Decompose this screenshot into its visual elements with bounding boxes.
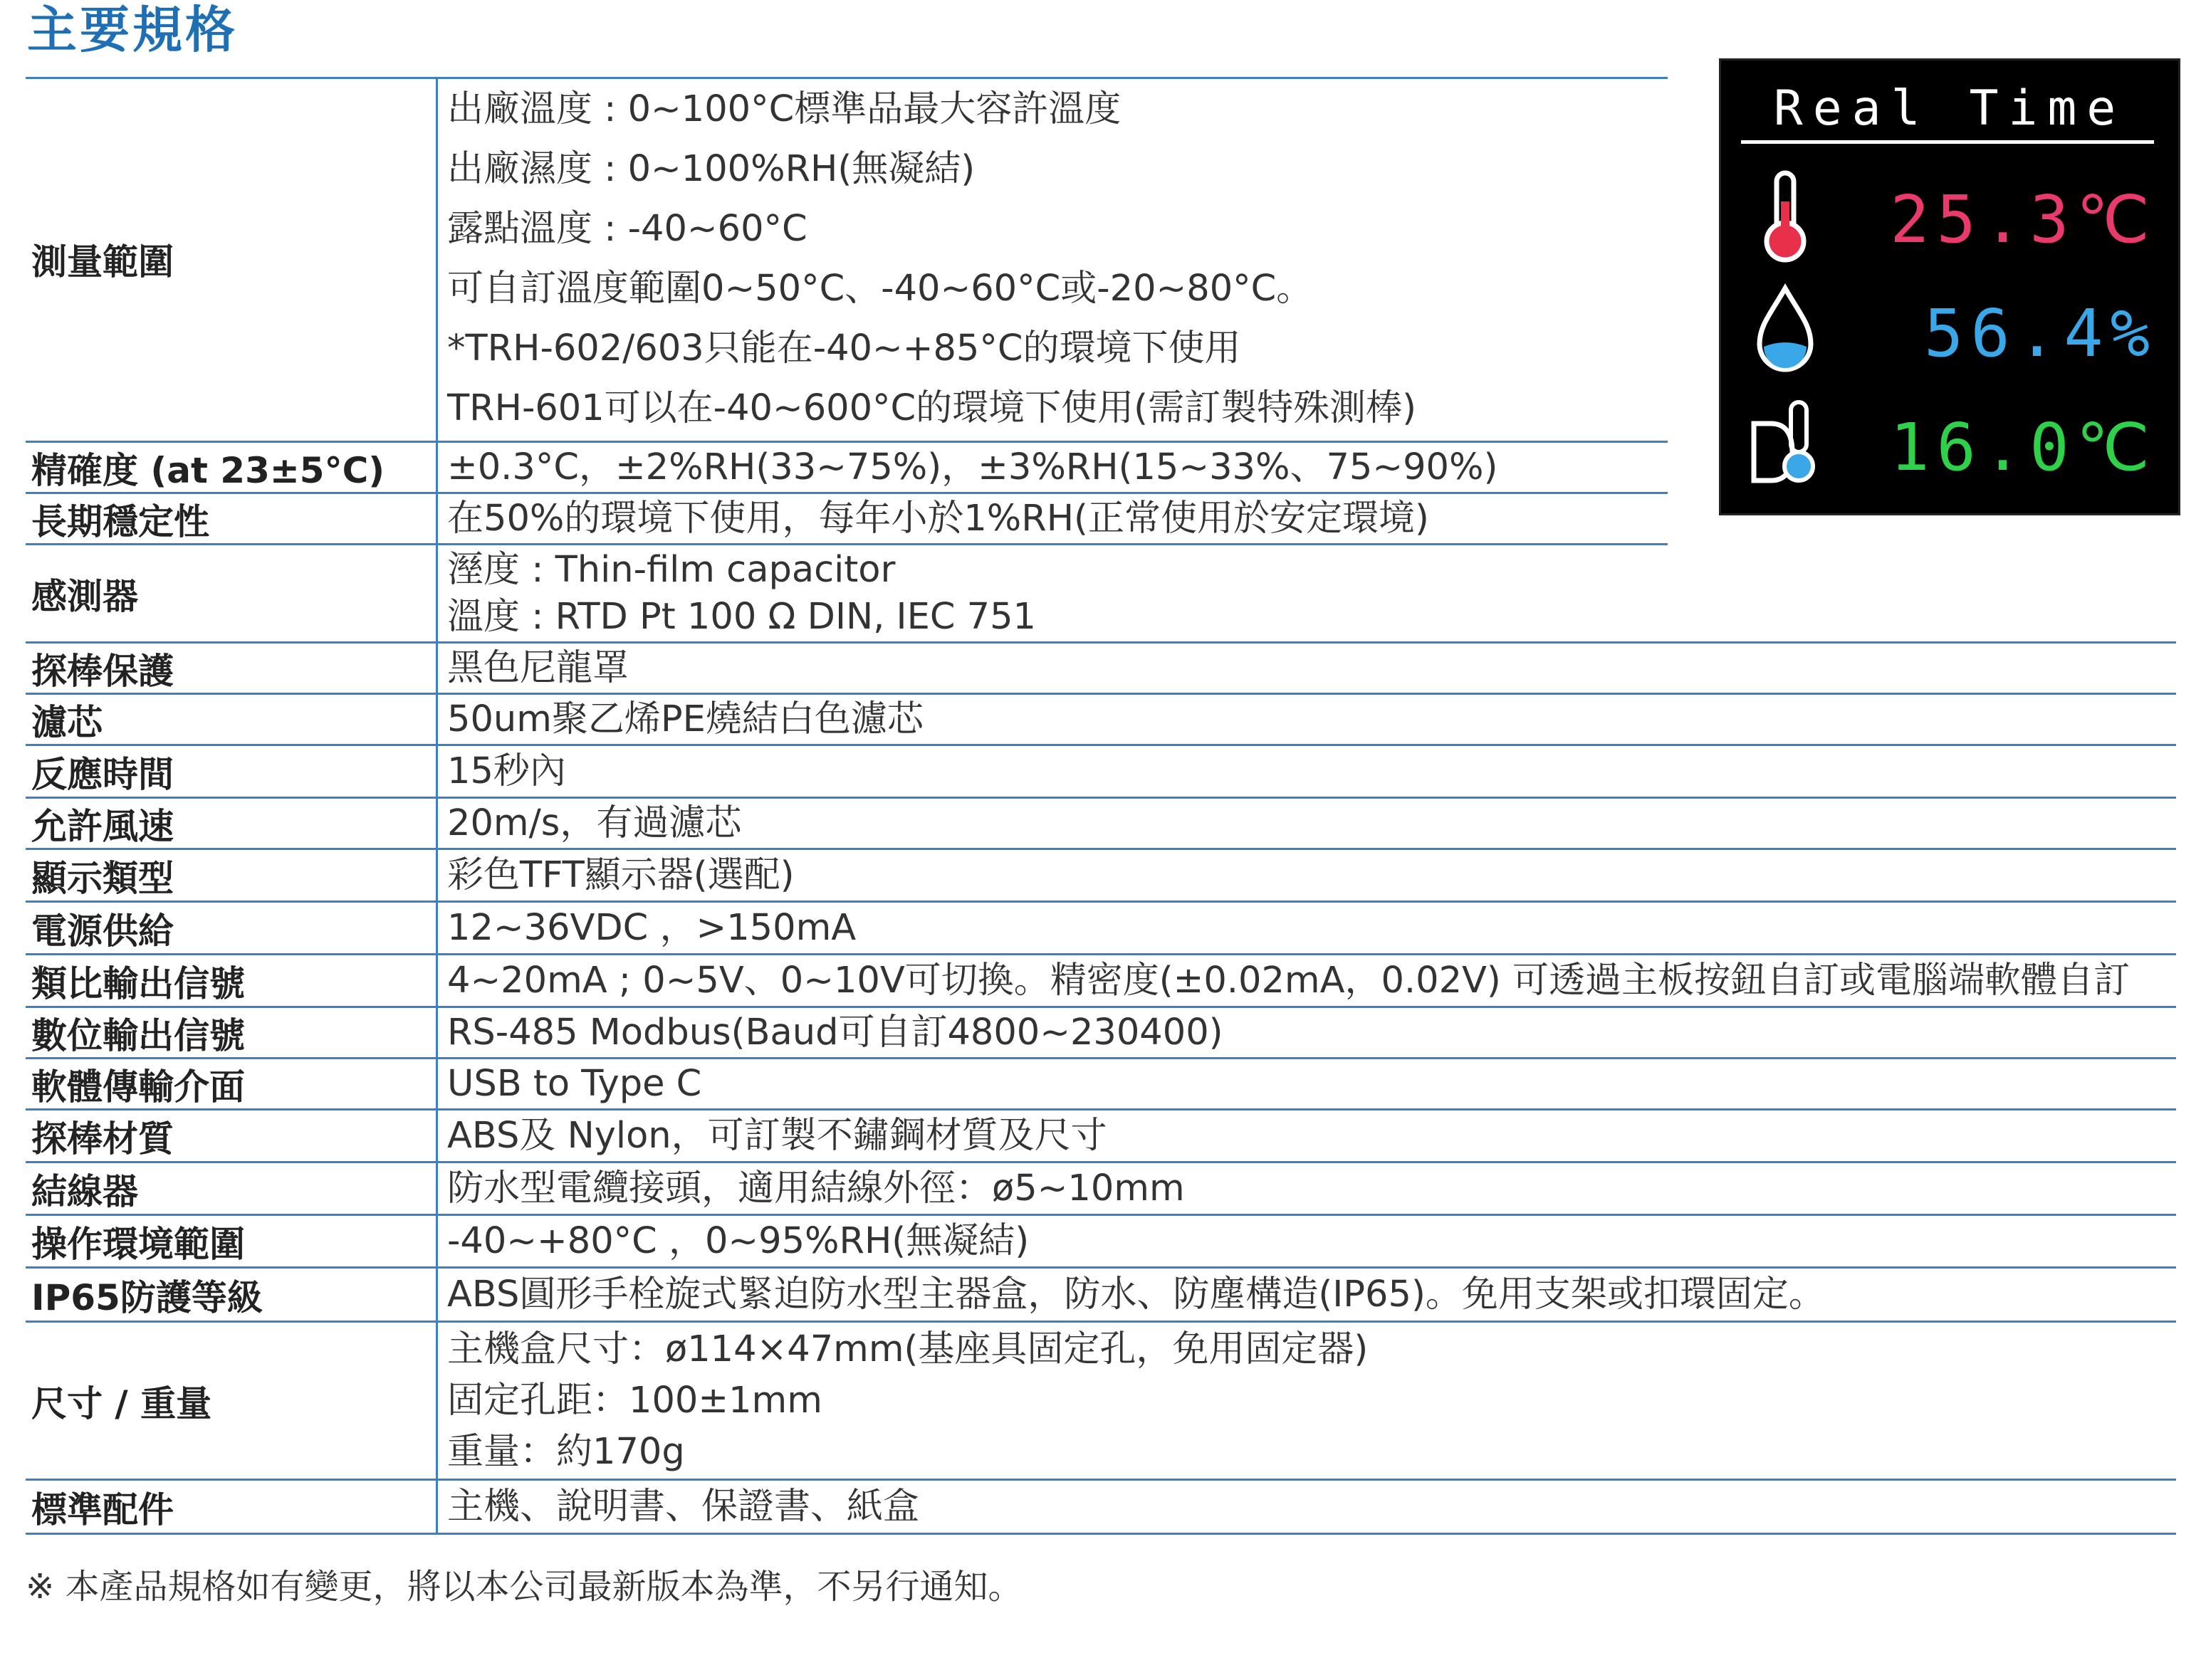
display-title: Real Time — [1773, 80, 2126, 137]
row-value: 15秒內 — [447, 750, 566, 792]
row-value: 50um聚乙烯PE燒結白色濾芯 — [447, 698, 924, 740]
dew-point-icon — [1750, 395, 1821, 495]
row-label: 長期穩定性 — [31, 500, 209, 542]
table-row — [26, 1269, 2176, 1323]
table-row — [26, 1323, 2176, 1481]
row-label: 類比輸出信號 — [31, 962, 245, 1004]
row-values — [447, 850, 795, 901]
row-value: *TRH-602/603只能在-40~+85°C的環境下使用 — [447, 327, 1241, 369]
column-divider — [436, 1059, 438, 1108]
row-value: 主機、說明書、保證書、紙盒 — [447, 1486, 920, 1528]
tft-display-panel — [1719, 58, 2180, 515]
row-label: 允許風速 — [31, 805, 174, 847]
column-divider — [436, 799, 438, 848]
row-values — [447, 1059, 701, 1108]
row-values — [447, 443, 1497, 492]
column-divider — [436, 1323, 438, 1479]
row-value: 出廠溫度 : 0~100°C標準品最大容許溫度 — [447, 88, 1122, 130]
column-divider — [436, 644, 438, 693]
row-label: 標準配件 — [31, 1489, 174, 1531]
table-row — [26, 903, 2176, 955]
row-value: 出廠濕度 : 0~100%RH(無凝結) — [447, 147, 976, 190]
table-row — [26, 1111, 2176, 1163]
row-values — [447, 1111, 1107, 1161]
row-values — [447, 1481, 919, 1533]
column-divider — [436, 494, 438, 543]
row-value: 固定孔距：100±1mm — [447, 1379, 822, 1422]
row-label: 軟體傳輸介面 — [31, 1066, 245, 1108]
row-values — [447, 1323, 1368, 1479]
dew-point-reading: 16.0℃ — [1890, 409, 2157, 485]
column-divider — [436, 77, 438, 441]
table-row — [26, 1216, 2176, 1269]
row-label: 探棒材質 — [31, 1118, 174, 1160]
row-values — [447, 1216, 1029, 1266]
column-divider — [436, 1269, 438, 1321]
row-value: 防水型電纜接頭，適用結線外徑：ø5~10mm — [447, 1167, 1185, 1209]
table-row — [26, 850, 2176, 903]
row-value: -40~+80°C ，0~95%RH(無凝結) — [447, 1220, 1030, 1262]
row-values — [447, 644, 629, 693]
column-divider — [436, 1481, 438, 1533]
row-values — [447, 545, 1036, 641]
row-value: TRH-601可以在-40~600°C的環境下使用(需訂製特殊測棒) — [447, 387, 1416, 429]
table-row — [26, 77, 1668, 443]
thermometer-icon — [1750, 167, 1821, 267]
row-values — [447, 695, 924, 744]
column-divider — [436, 746, 438, 797]
row-values — [447, 1163, 1185, 1214]
column-divider — [436, 850, 438, 901]
column-divider — [436, 955, 438, 1006]
table-row — [26, 1163, 2176, 1216]
row-value: 主機盒尺寸：ø114×47mm(基座具固定孔，免用固定器) — [447, 1328, 1369, 1370]
column-divider — [436, 1216, 438, 1266]
row-label: IP65防護等級 — [31, 1276, 263, 1318]
row-label: 結線器 — [31, 1170, 138, 1212]
column-divider — [436, 545, 438, 641]
humidity-reading: 56.4% — [1924, 295, 2157, 372]
water-drop-icon — [1750, 281, 1821, 381]
row-label: 精確度 (at 23±5°C) — [31, 449, 385, 491]
row-value: 溼度 : Thin-film capacitor — [447, 548, 896, 591]
row-values — [447, 1269, 1825, 1321]
column-divider — [436, 1163, 438, 1214]
row-values — [447, 746, 566, 797]
row-label: 濾芯 — [31, 701, 103, 743]
row-value: USB to Type C — [447, 1063, 702, 1105]
row-value: RS-485 Modbus(Baud可自訂4800~230400) — [447, 1012, 1223, 1054]
row-label: 測量範圍 — [31, 241, 174, 283]
row-values — [447, 1008, 1223, 1057]
row-value: 露點溫度 : -40~60°C — [447, 207, 807, 250]
temperature-reading: 25.3℃ — [1890, 182, 2157, 258]
table-row — [26, 799, 2176, 850]
row-values — [447, 494, 1429, 543]
row-label: 電源供給 — [31, 910, 174, 952]
table-row — [26, 644, 2176, 695]
table-row — [26, 1059, 2176, 1111]
row-label: 探棒保護 — [31, 650, 174, 692]
display-divider — [1741, 140, 2154, 144]
column-divider — [436, 903, 438, 953]
row-label: 數位輸出信號 — [31, 1014, 245, 1056]
row-value: ABS圓形手栓旋式緊迫防水型主器盒，防水、防塵構造(IP65)。免用支架或扣環固定。 — [447, 1274, 1825, 1316]
table-row — [26, 1008, 2176, 1059]
table-row — [26, 443, 1668, 494]
row-label: 操作環境範圍 — [31, 1223, 245, 1265]
row-values — [447, 955, 2130, 1006]
row-value: 可自訂溫度範圍0~50°C、-40~60°C或-20~80°C。 — [447, 267, 1313, 310]
row-label: 尺寸 / 重量 — [31, 1382, 212, 1424]
column-divider — [436, 1111, 438, 1161]
row-value: 溫度 : RTD Pt 100 Ω DIN, IEC 751 — [447, 595, 1036, 638]
row-value: 重量：約170g — [447, 1430, 685, 1473]
row-label: 反應時間 — [31, 753, 174, 795]
column-divider — [436, 1008, 438, 1057]
column-divider — [436, 695, 438, 744]
row-value: 彩色TFT顯示器(選配) — [447, 854, 795, 896]
row-value: 20m/s，有過濾芯 — [447, 802, 742, 844]
table-row — [26, 1481, 2176, 1535]
table-row — [26, 695, 2176, 746]
table-row — [26, 955, 2176, 1008]
row-label: 感測器 — [31, 575, 138, 617]
row-value: ±0.3°C，±2%RH(33~75%)，±3%RH(15~33%、75~90%) — [447, 446, 1498, 488]
row-label: 顯示類型 — [31, 857, 174, 899]
row-value: ABS及 Nylon，可訂製不鏽鋼材質及尺寸 — [447, 1115, 1107, 1157]
column-divider — [436, 443, 438, 492]
row-value: 在50%的環境下使用，每年小於1%RH(正常使用於安定環境) — [447, 498, 1429, 540]
row-values — [447, 799, 741, 848]
row-values — [447, 77, 1416, 441]
row-value: 黑色尼龍罩 — [447, 647, 629, 689]
page-title: 主要規格 — [27, 1, 238, 59]
row-values — [447, 903, 856, 953]
footnote: ※ 本產品規格如有變更，將以本公司最新版本為準，不另行通知。 — [26, 1567, 1023, 1607]
row-value: 12~36VDC ，>150mA — [447, 907, 857, 949]
row-value: 4~20mA ; 0~5V、0~10V可切換。精密度(±0.02mA，0.02V) 可透過主板按鈕自訂或電腦端軟體自訂 — [447, 960, 2131, 1002]
table-row — [26, 545, 2176, 644]
table-row — [26, 746, 2176, 799]
table-row — [26, 494, 1668, 545]
